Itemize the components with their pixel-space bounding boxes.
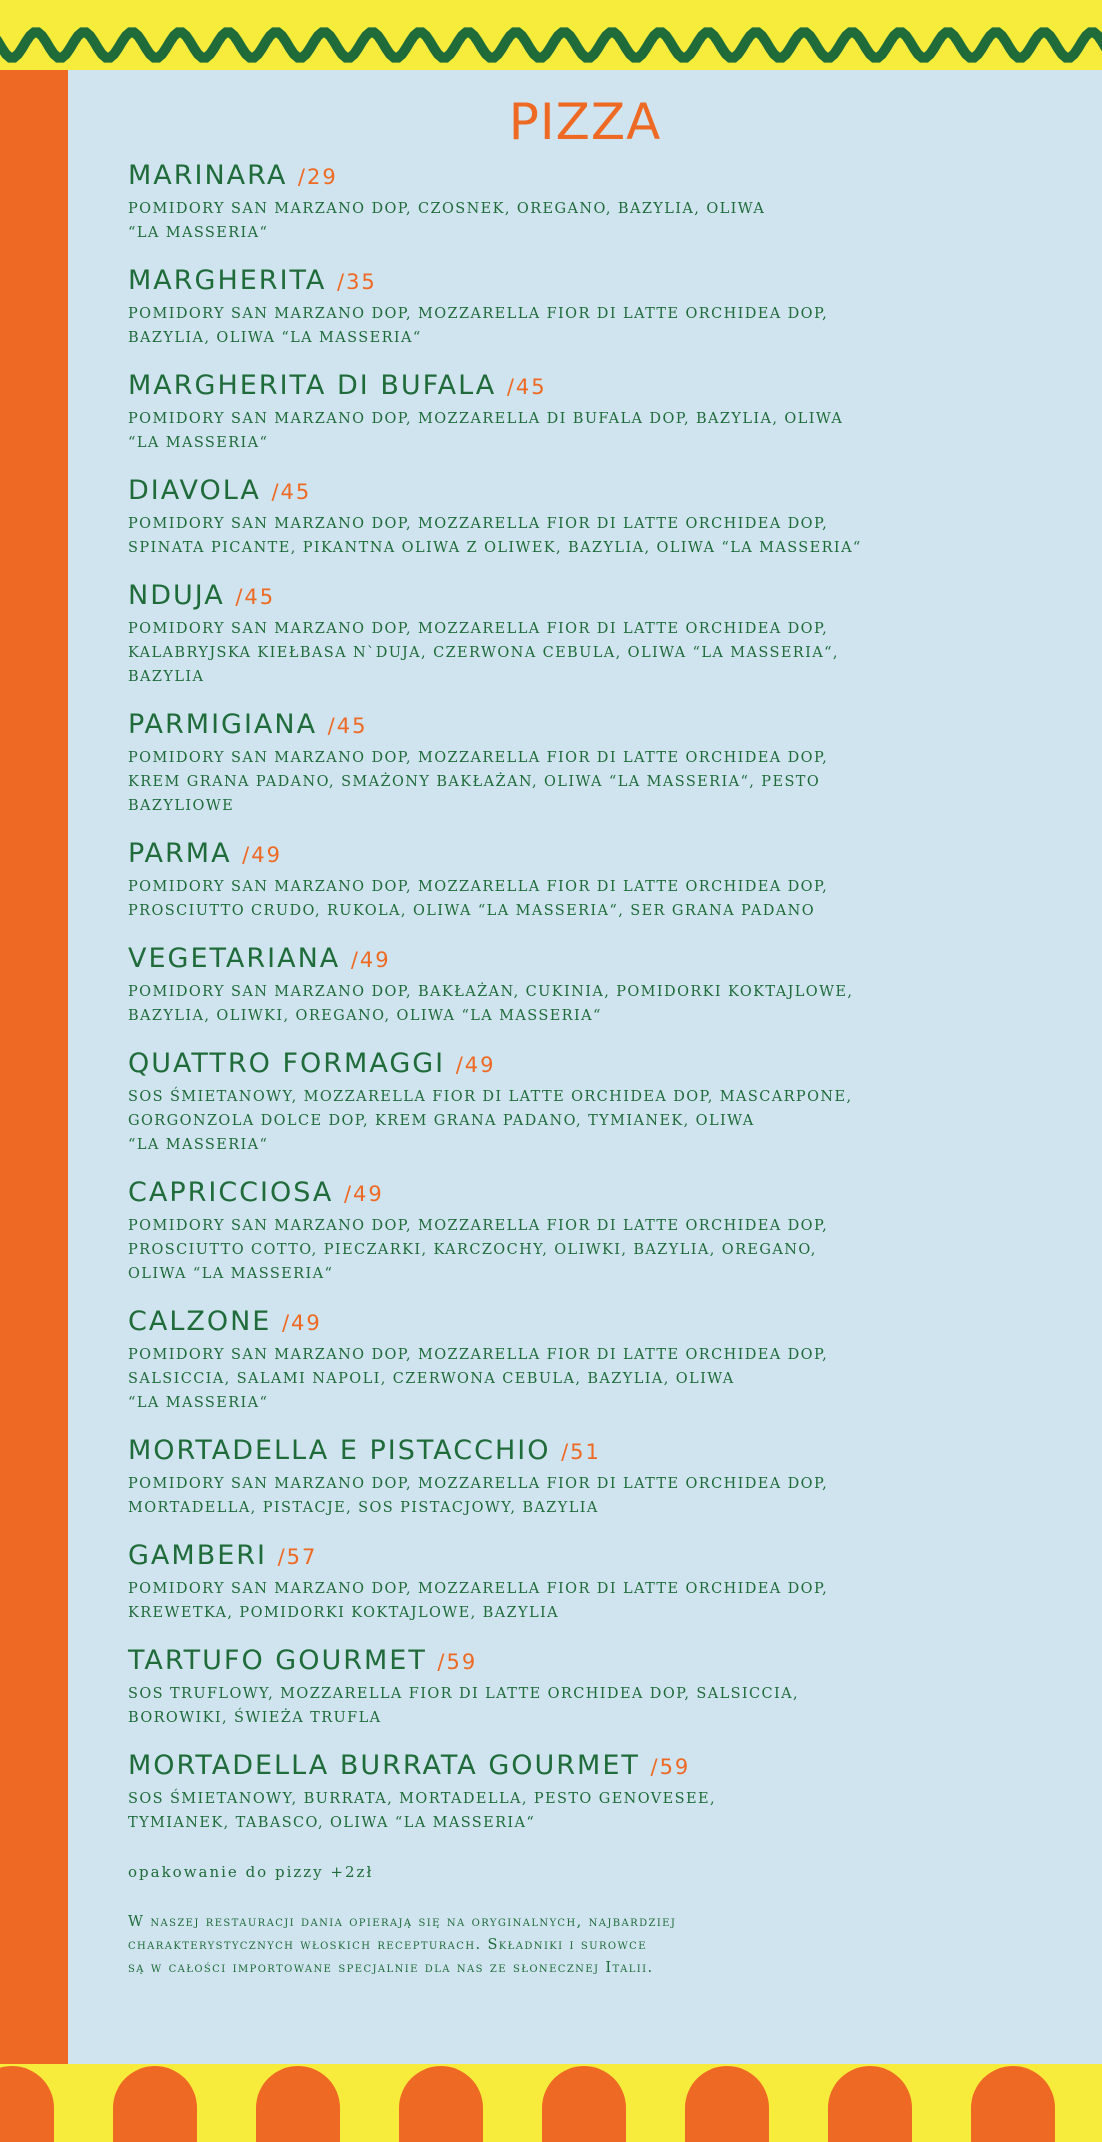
menu-item	[128, 709, 1028, 818]
menu-item	[128, 1645, 1028, 1730]
menu-item-description: POMIDORY SAN MARZANO DOP, MOZZARELLA FIOR DI LATTE ORCHIDEA DOP, KREM GRANA PADANO, SMAŻONY BAKŁAŻAN, OLIWA “LA MASSERIA“, PESTO BAZYLIOWE	[128, 750, 829, 814]
menu-item-name: VEGETARIANA	[128, 943, 341, 974]
menu-item-price: /45	[327, 714, 368, 738]
menu-item-header	[128, 1306, 1028, 1339]
menu-item-name: PARMIGIANA	[128, 709, 318, 740]
menu-item-name: MARGHERITA	[128, 265, 327, 296]
pizza-menu	[128, 160, 1028, 1980]
menu-item-name: TARTUFO GOURMET	[128, 1645, 427, 1676]
menu-item-price: /49	[242, 843, 282, 867]
menu-item-header	[128, 580, 1028, 613]
menu-item	[128, 475, 1028, 560]
arch-shape	[542, 2066, 626, 2142]
arch-shape	[256, 2066, 340, 2142]
footnote: W naszej restauracji dania opierają się na oryginalnych, najbardziej charakterystycznych włoskich recepturach. Składniki i surowce są w całości importowane specjalnie dla nas ze słonecznej Italii.	[128, 1914, 677, 1976]
menu-item-name: PARMA	[128, 838, 232, 869]
menu-item-header	[128, 838, 1028, 871]
menu-item-name: CALZONE	[128, 1306, 272, 1337]
menu-item-name: MORTADELLA BURRATA GOURMET	[128, 1750, 640, 1781]
menu-item-name: GAMBERI	[128, 1540, 267, 1571]
menu-item-name: MARGHERITA DI BUFALA	[128, 370, 497, 401]
menu-item-description: SOS ŚMIETANOWY, BURRATA, MORTADELLA, PESTO GENOVESEE, TYMIANEK, TABASCO, OLIWA “LA MASSERIA“	[128, 1791, 716, 1831]
menu-item-name: CAPRICCIOSA	[128, 1177, 334, 1208]
bottom-decorative-band	[0, 2064, 1102, 2142]
menu-item-description: POMIDORY SAN MARZANO DOP, MOZZARELLA FIOR DI LATTE ORCHIDEA DOP, MORTADELLA, PISTACJE, SOS PISTACJOWY, BAZYLIA	[128, 1476, 829, 1516]
menu-item	[128, 160, 1028, 245]
packaging-note: opakowanie do pizzy +2zł	[128, 1863, 374, 1881]
menu-item	[128, 580, 1028, 689]
menu-item	[128, 1435, 1028, 1520]
menu-item-description: POMIDORY SAN MARZANO DOP, MOZZARELLA FIOR DI LATTE ORCHIDEA DOP, KALABRYJSKA KIEŁBASA N`DUJA, CZERWONA CEBULA, OLIWA “LA MASSERIA“, BAZYLIA	[128, 621, 839, 685]
menu-item	[128, 943, 1028, 1028]
menu-item	[128, 1540, 1028, 1625]
menu-item-description: POMIDORY SAN MARZANO DOP, MOZZARELLA DI BUFALA DOP, BAZYLIA, OLIWA “LA MASSERIA“	[128, 411, 844, 451]
menu-item-header	[128, 709, 1028, 742]
menu-item-description: SOS ŚMIETANOWY, MOZZARELLA FIOR DI LATTE ORCHIDEA DOP, MASCARPONE, GORGONZOLA DOLCE DOP, KREM GRANA PADANO, TYMIANEK, OLIWA “LA MASSERIA“	[128, 1089, 853, 1153]
menu-item-price: /49	[455, 1053, 496, 1077]
menu-item-price: /45	[235, 585, 276, 609]
menu-item-header	[128, 1540, 1028, 1573]
menu-item-price: /59	[650, 1755, 691, 1779]
arch-shape	[113, 2066, 197, 2142]
menu-item-description: POMIDORY SAN MARZANO DOP, BAKŁAŻAN, CUKINIA, POMIDORKI KOKTAJLOWE, BAZYLIA, OLIWKI, OREGANO, OLIWA “LA MASSERIA“	[128, 984, 854, 1024]
menu-item-name: DIAVOLA	[128, 475, 261, 506]
menu-item-price: /59	[437, 1650, 478, 1674]
menu-item-header	[128, 1048, 1028, 1081]
arch-border-icon	[0, 2064, 1102, 2142]
menu-item-header	[128, 1177, 1028, 1210]
menu-item-name: NDUJA	[128, 580, 225, 611]
menu-item-header	[128, 1645, 1028, 1678]
arch-shape	[828, 2066, 912, 2142]
menu-item-description: POMIDORY SAN MARZANO DOP, MOZZARELLA FIOR DI LATTE ORCHIDEA DOP, BAZYLIA, OLIWA “LA MASSERIA“	[128, 306, 829, 346]
top-decorative-band	[0, 0, 1102, 70]
menu-item	[128, 1048, 1028, 1157]
menu-item	[128, 370, 1028, 455]
menu-item	[128, 1750, 1028, 1835]
menu-item	[128, 1306, 1028, 1415]
menu-item-description: SOS TRUFLOWY, MOZZARELLA FIOR DI LATTE ORCHIDEA DOP, SALSICCIA, BOROWIKI, ŚWIEŻA TRUFLA	[128, 1686, 800, 1726]
menu-item-price: /35	[337, 270, 377, 294]
menu-item	[128, 265, 1028, 350]
menu-item-price: /49	[343, 1182, 384, 1206]
menu-item-name: QUATTRO FORMAGGI	[128, 1048, 446, 1079]
wave-border-icon	[0, 0, 1102, 70]
menu-item-price: /29	[297, 165, 338, 189]
menu-item-header	[128, 370, 1028, 403]
menu-item-header	[128, 475, 1028, 508]
menu-item-description: POMIDORY SAN MARZANO DOP, MOZZARELLA FIOR DI LATTE ORCHIDEA DOP, SALSICCIA, SALAMI NAPOLI, CZERWONA CEBULA, BAZYLIA, OLIWA “LA MASSERIA“	[128, 1347, 829, 1411]
menu-item-description: POMIDORY SAN MARZANO DOP, MOZZARELLA FIOR DI LATTE ORCHIDEA DOP, KREWETKA, POMIDORKI KOKTAJLOWE, BAZYLIA	[128, 1581, 829, 1621]
side-stripe	[0, 70, 68, 2064]
menu-item	[128, 838, 1028, 923]
menu-item-price: /45	[506, 375, 547, 399]
menu-item-name: MARINARA	[128, 160, 288, 191]
menu-item-name: MORTADELLA E PISTACCHIO	[128, 1435, 551, 1466]
menu-item	[128, 1177, 1028, 1286]
menu-item-price: /57	[277, 1545, 318, 1569]
arch-shape	[685, 2066, 769, 2142]
menu-item-description: POMIDORY SAN MARZANO DOP, MOZZARELLA FIOR DI LATTE ORCHIDEA DOP, SPINATA PICANTE, PIKANTNA OLIWA Z OLIWEK, BAZYLIA, OLIWA “LA MASSERIA“	[128, 516, 862, 556]
menu-item-header	[128, 1750, 1028, 1783]
arch-shape	[0, 2066, 54, 2142]
arch-shape	[971, 2066, 1055, 2142]
menu-item-description: POMIDORY SAN MARZANO DOP, CZOSNEK, OREGANO, BAZYLIA, OLIWA “LA MASSERIA“	[128, 201, 766, 241]
menu-item-price: /49	[281, 1311, 322, 1335]
menu-item-header	[128, 160, 1028, 193]
page-title: PIZZA	[508, 93, 662, 151]
menu-item-description: POMIDORY SAN MARZANO DOP, MOZZARELLA FIOR DI LATTE ORCHIDEA DOP, PROSCIUTTO CRUDO, RUKOLA, OLIWA “LA MASSERIA“, SER GRANA PADANO	[128, 879, 829, 919]
menu-item-price: /51	[561, 1440, 601, 1464]
menu-item-price: /45	[271, 480, 312, 504]
menu-item-header	[128, 265, 1028, 298]
menu-item-header	[128, 943, 1028, 976]
menu-item-price: /49	[350, 948, 391, 972]
menu-item-description: POMIDORY SAN MARZANO DOP, MOZZARELLA FIOR DI LATTE ORCHIDEA DOP, PROSCIUTTO COTTO, PIECZARKI, KARCZOCHY, OLIWKI, BAZYLIA, OREGANO, OLIWA “LA MASSERIA“	[128, 1218, 829, 1282]
menu-item-header	[128, 1435, 1028, 1468]
arch-shape	[399, 2066, 483, 2142]
